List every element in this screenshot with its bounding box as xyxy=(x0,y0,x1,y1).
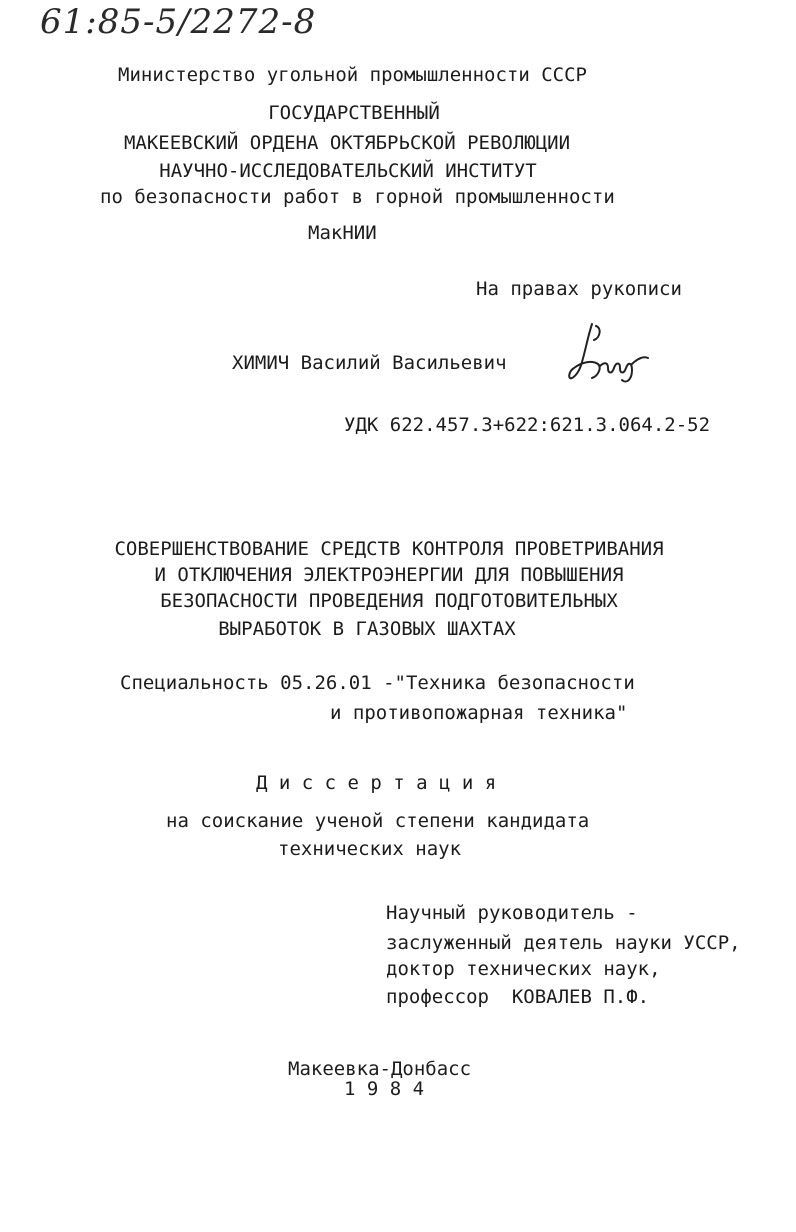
institute-abbreviation: МакНИИ xyxy=(308,222,377,244)
author-signature xyxy=(562,318,652,388)
title-line-1: СОВЕРШЕНСТВОВАНИЕ СРЕДСТВ КОНТРОЛЯ ПРОВЕТРИВАНИЯ xyxy=(114,538,664,560)
supervisor-line-1: Научный руководитель - xyxy=(386,902,638,924)
author-name: ХИМИЧ Василий Васильевич xyxy=(232,352,507,374)
supervisor-line-4: профессор КОВАЛЕВ П.Ф. xyxy=(386,986,650,1008)
institute-line-3: НАУЧНО-ИССЛЕДОВАТЕЛЬСКИЙ ИНСТИТУТ xyxy=(159,160,537,182)
publication-year: 1 9 8 4 xyxy=(344,1078,425,1100)
manuscript-note: На правах рукописи xyxy=(476,278,682,300)
institute-line-1: ГОСУДАРСТВЕННЫЙ xyxy=(268,102,440,124)
catalog-number: 61:85-5/2272-8 xyxy=(40,2,317,42)
ministry-line: Министерство угольной промышленности СССР xyxy=(118,64,587,86)
place-of-publication: Макеевка-Донбасс xyxy=(288,1058,472,1080)
institute-line-4: по безопасности работ в горной промышленности xyxy=(100,186,615,208)
specialty-line-2: и противопожарная техника" xyxy=(330,702,628,724)
institute-line-2: МАКЕЕВСКИЙ ОРДЕНА ОКТЯБРЬСКОЙ РЕВОЛЮЦИИ xyxy=(123,132,571,154)
udc-code: УДК 622.457.3+622:621.3.064.2-52 xyxy=(344,414,711,436)
dissertation-line-2: технических наук xyxy=(278,838,462,860)
specialty-line-1: Специальность 05.26.01 -"Техника безопасности xyxy=(120,672,635,694)
title-line-4: ВЫРАБОТОК В ГАЗОВЫХ ШАХТАХ xyxy=(218,618,516,640)
supervisor-line-2: заслуженный деятель науки УССР, xyxy=(386,932,741,954)
dissertation-line-1: на соискание ученой степени кандидата xyxy=(166,810,590,832)
title-line-2: И ОТКЛЮЧЕНИЯ ЭЛЕКТРОЭНЕРГИИ ДЛЯ ПОВЫШЕНИЯ xyxy=(154,564,624,586)
supervisor-line-3: доктор технических наук, xyxy=(386,958,661,980)
title-line-3: БЕЗОПАСНОСТИ ПРОВЕДЕНИЯ ПОДГОТОВИТЕЛЬНЫХ xyxy=(160,590,618,612)
dissertation-heading: Д и с с е р т а ц и я xyxy=(256,772,497,794)
